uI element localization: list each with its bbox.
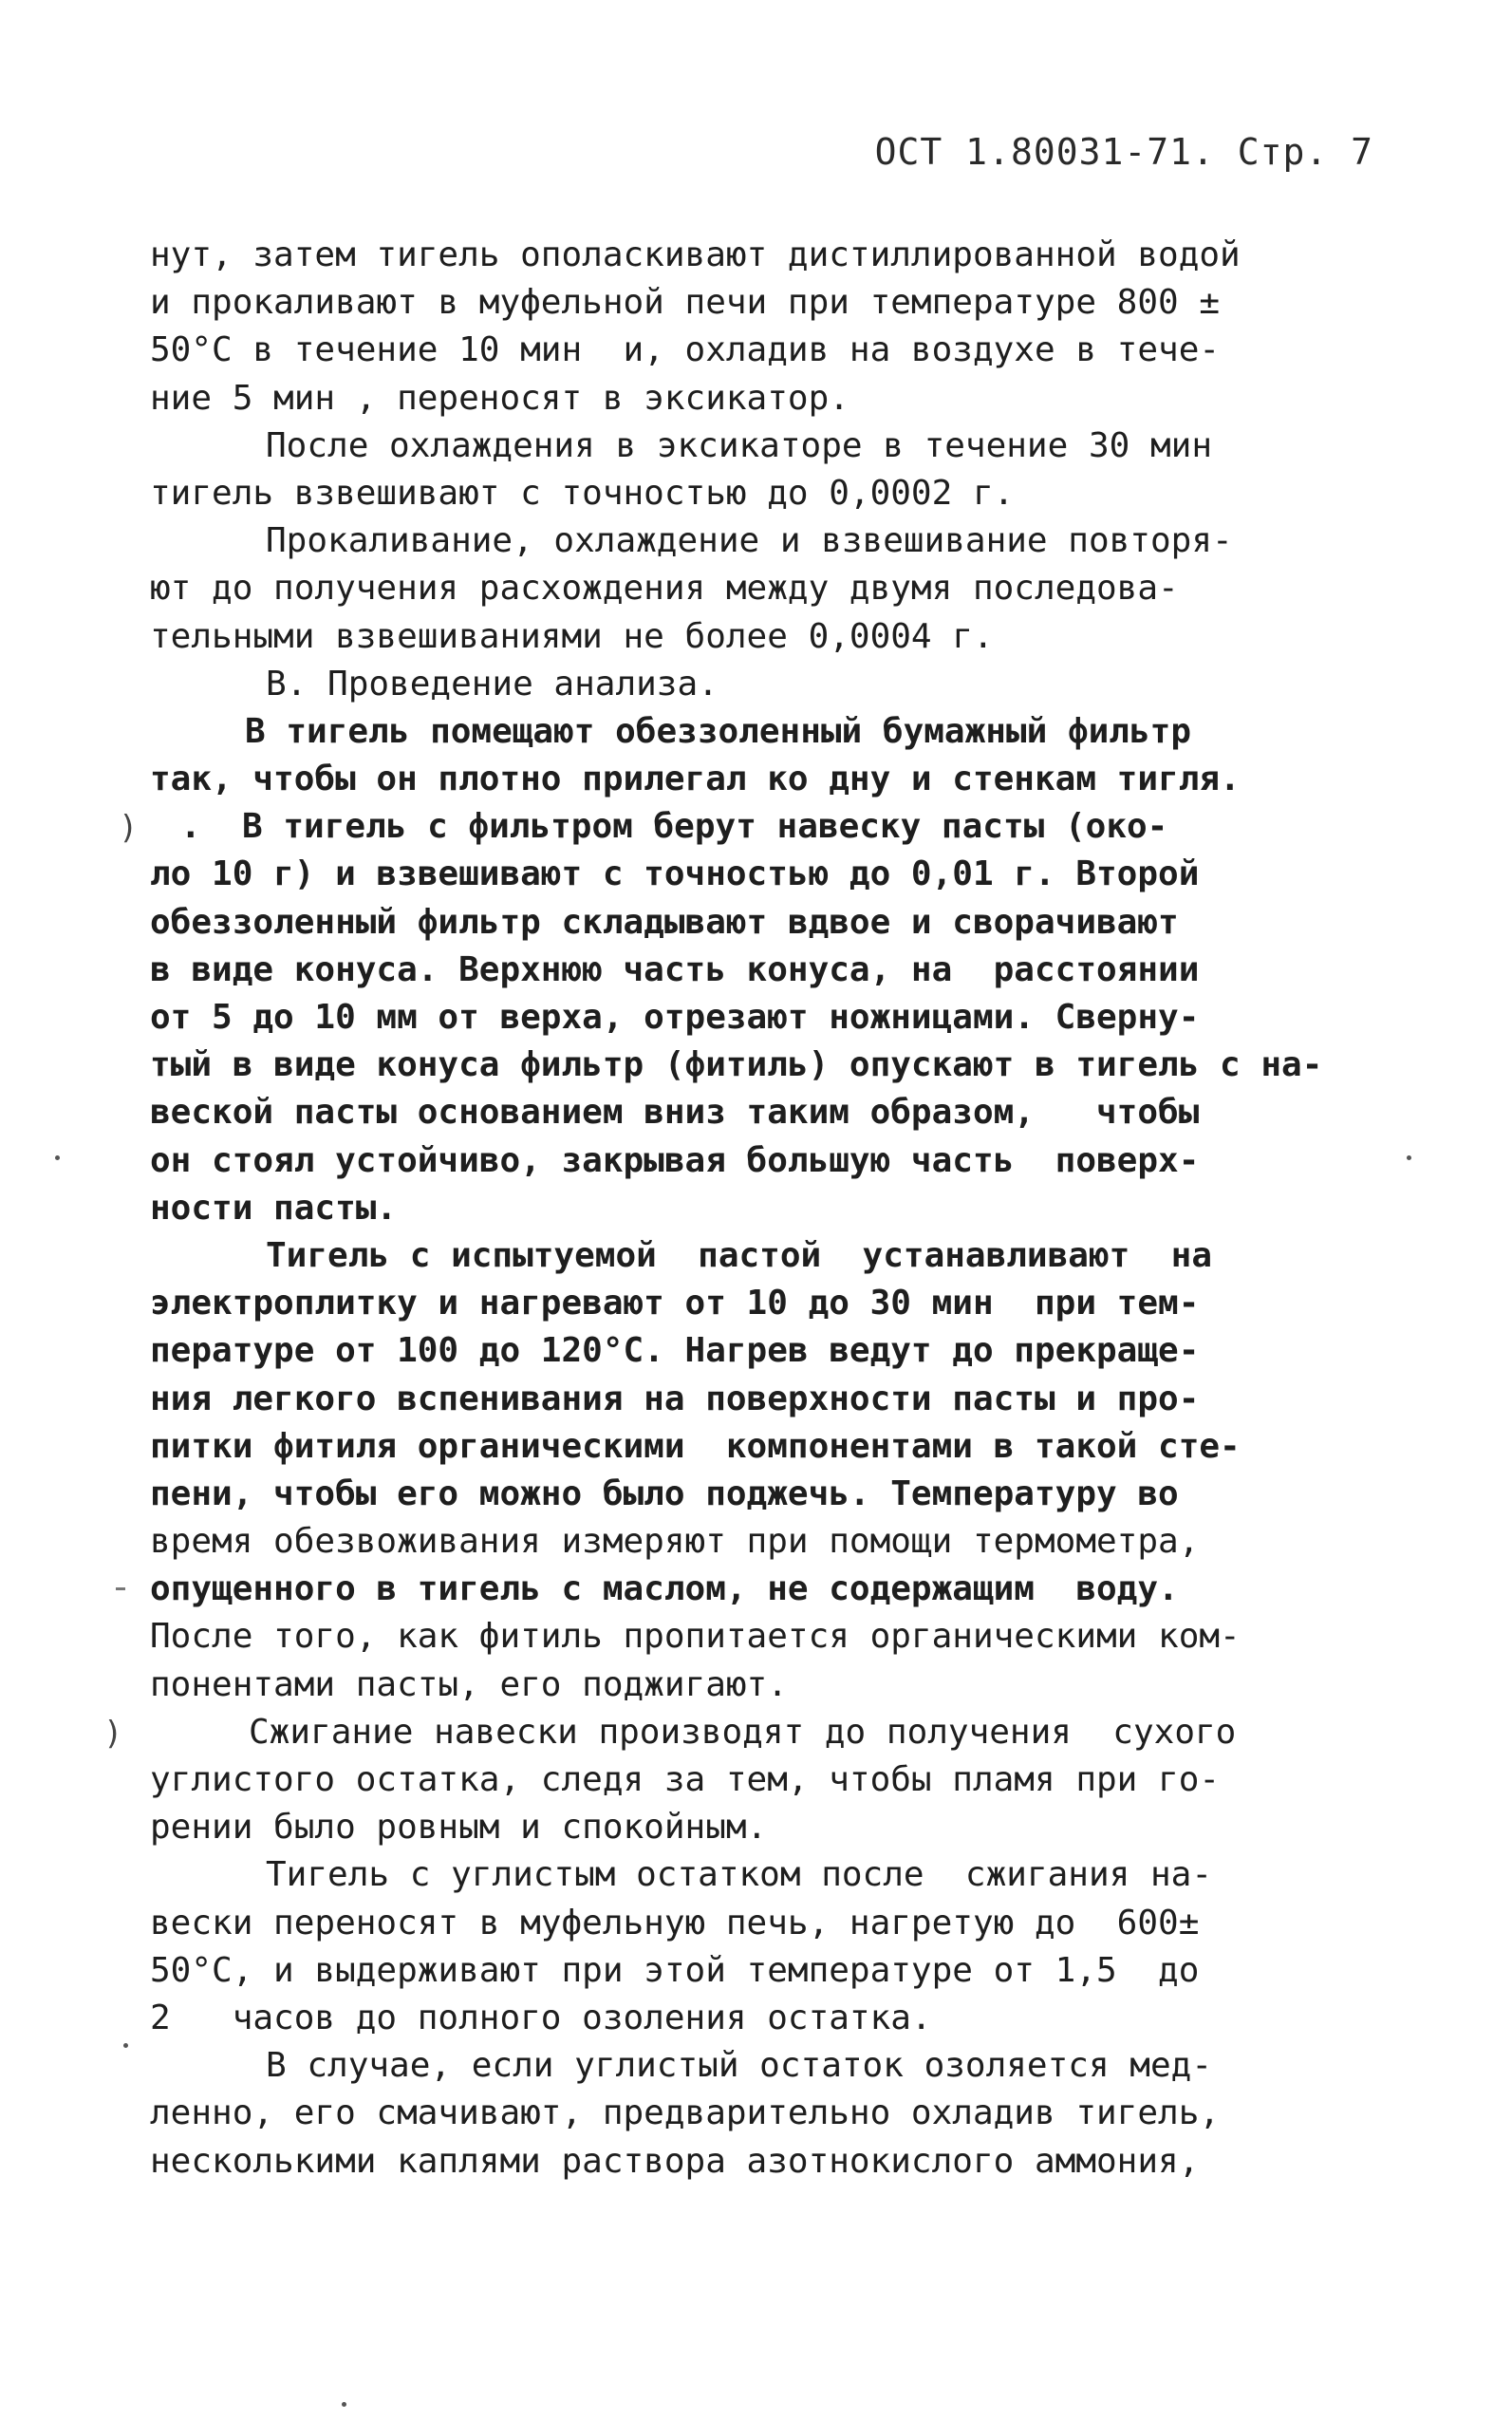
text-line: . В тигель с фильтром берут навеску пасты (око- <box>180 807 1168 847</box>
margin-dot-4 <box>342 2402 346 2407</box>
text-line: После охлаждения в эксикаторе в течение 30 мин <box>266 425 1212 465</box>
margin-dot-3 <box>123 2043 128 2048</box>
text-line: ленно, его смачивают, предварительно охладив тигель, <box>150 2093 1221 2133</box>
text-line: рении было ровным и спокойным. <box>150 1808 768 1848</box>
text-line: Тигель с испытуемой пастой устанавливают на <box>266 1235 1212 1275</box>
page-header-reference: ОСТ 1.80031-71. Стр. 7 <box>874 131 1373 173</box>
text-line: ние 5 мин , переносят в эксикатор. <box>150 378 849 418</box>
margin-dash-1 <box>116 1587 125 1590</box>
text-line: Тигель с углистым остатком после сжигания на- <box>266 1855 1212 1895</box>
text-line: Прокаливание, охлаждение и взвешивание повторя- <box>266 521 1233 561</box>
text-line: он стоял устойчиво, закрывая большую часть поверх- <box>150 1140 1200 1180</box>
text-line: ют до получения расхождения между двумя последова- <box>150 569 1179 609</box>
text-line: После того, как фитиль пропитается органическими ком- <box>150 1617 1241 1657</box>
text-line: обеззоленный фильтр складывают вдвое и сворачивают <box>150 902 1179 942</box>
text-line: тый в виде конуса фильтр (фитиль) опускают в тигель с на- <box>150 1045 1323 1085</box>
text-line: вески переносят в муфельную печь, нагретую до 600± <box>150 1903 1200 1942</box>
text-line: 2 часов до полного озоления остатка. <box>150 1998 932 2037</box>
text-line: углистого остатка, следя за тем, чтобы пламя при го- <box>150 1760 1221 1799</box>
text-line: ния легкого вспенивания на поверхности пасты и про- <box>150 1379 1200 1418</box>
text-line: пературе от 100 до 120°С. Нагрев ведут до прекраще- <box>150 1331 1200 1371</box>
margin-dot-1 <box>55 1155 60 1160</box>
margin-dot-2 <box>1407 1155 1411 1160</box>
text-line: опущенного в тигель с маслом, не содержащим воду. <box>150 1569 1179 1609</box>
text-line: понентами пасты, его поджигают. <box>150 1664 788 1704</box>
text-line: тельными взвешиваниями не более 0,0004 г. <box>150 616 994 656</box>
text-line: тигель взвешивают с точностью до 0,0002 г. <box>150 473 1015 513</box>
text-line: 50°С, и выдерживают при этой температуре от 1,5 до <box>150 1950 1200 1990</box>
section-heading: В. Проведение анализа. <box>266 664 719 704</box>
text-line: пени, чтобы его можно было поджечь. Температуру во <box>150 1473 1179 1513</box>
text-line: ло 10 г) и взвешивают с точностью до 0,01 г. Второй <box>150 854 1200 894</box>
text-line: 50°С в течение 10 мин и, охладив на воздухе в тече- <box>150 330 1221 370</box>
text-line: ности пасты. <box>150 1188 398 1228</box>
text-line: питки фитиля органическими компонентами в такой сте- <box>150 1426 1241 1466</box>
margin-paren-mark-2: ) <box>106 1715 120 1753</box>
text-line: и прокаливают в муфельной печи при температуре 800 ± <box>150 283 1221 323</box>
text-line: так, чтобы он плотно прилегал ко дну и стенкам тигля. <box>150 760 1241 799</box>
text-line: Сжигание навески производят до получения сухого <box>249 1712 1237 1752</box>
text-line: в виде конуса. Верхнюю часть конуса, на расстоянии <box>150 949 1200 989</box>
margin-paren-mark-1: ) <box>121 809 135 847</box>
body-text <box>150 232 1384 2186</box>
text-line: нут, затем тигель ополаскивают дистиллированной водой <box>150 235 1241 274</box>
text-line: от 5 до 10 мм от верха, отрезают ножницами. Сверну- <box>150 998 1200 1037</box>
text-line: В случае, если углистый остаток озоляется мед- <box>266 2046 1212 2086</box>
text-line: электроплитку и нагревают от 10 до 30 мин при тем- <box>150 1284 1200 1323</box>
text-line: несколькими каплями раствора азотнокислого аммония, <box>150 2141 1200 2181</box>
text-line: время обезвоживания измеряют при помощи термометра, <box>150 1522 1200 1562</box>
text-line: веской пасты основанием вниз таким образом, чтобы <box>150 1093 1200 1133</box>
text-line: В тигель помещают обеззоленный бумажный фильтр <box>245 711 1191 751</box>
